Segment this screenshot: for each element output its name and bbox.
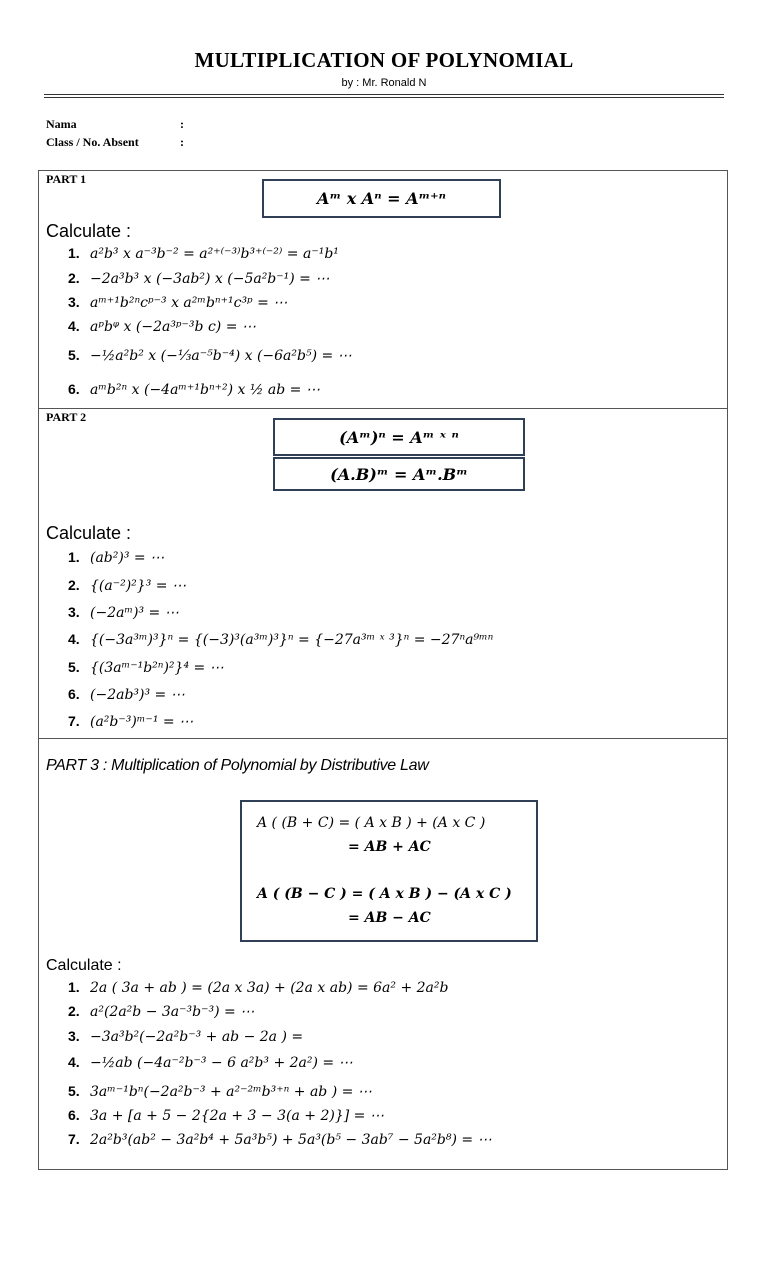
distributive-law-subtraction: A ( (B − C ) = ( A x B ) − (A x C ) xyxy=(257,886,512,902)
problem-number: 7. xyxy=(68,713,80,729)
exponent-product-rule: Aᵐ x Aⁿ = Aᵐ⁺ⁿ xyxy=(317,189,446,208)
problem-number: 1. xyxy=(68,549,80,565)
problem-expression: −2a³b³ x (−3ab²) x (−5a²b⁻¹) = ⋯ xyxy=(90,271,330,287)
problem-expression: 2a ( 3a + ab ) = (2a x 3a) + (2a x ab) = 6a² + 2a²b xyxy=(90,980,449,996)
part1-problem xyxy=(68,381,320,398)
problem-expression: (−2aᵐ)³ = ⋯ xyxy=(90,605,179,621)
problem-number: 4. xyxy=(68,631,80,647)
problem-number: 2. xyxy=(68,1003,80,1019)
distributive-law-subtraction-result: = AB − AC xyxy=(348,910,431,926)
name-colon: : xyxy=(180,117,184,131)
problem-number: 5. xyxy=(68,659,80,675)
class-colon: : xyxy=(180,135,184,149)
problem-expression: (−2ab³)³ = ⋯ xyxy=(90,687,185,703)
part1-calculate-heading: Calculate : xyxy=(46,221,132,241)
problem-expression: −½a²b² x (−⅓a⁻⁵b⁻⁴) x (−6a²b⁵) = ⋯ xyxy=(90,348,352,364)
problem-number: 2. xyxy=(68,270,80,286)
problem-number: 3. xyxy=(68,604,80,620)
part2-problem xyxy=(68,577,186,594)
power-of-power-rule: (Aᵐ)ⁿ = Aᵐ ˣ ⁿ xyxy=(339,427,459,447)
problem-expression: aᵖbᵠ x (−2a³ᵖ⁻³b c) = ⋯ xyxy=(90,319,256,335)
part2-calculate-heading: Calculate : xyxy=(46,523,132,543)
problem-number: 3. xyxy=(68,294,80,310)
distributive-law-addition-result: = AB + AC xyxy=(348,839,431,855)
name-label: Nama xyxy=(46,117,77,131)
problem-number: 6. xyxy=(68,686,80,702)
part1-problem xyxy=(68,245,339,262)
problem-number: 1. xyxy=(68,979,80,995)
problem-number: 3. xyxy=(68,1028,80,1044)
problem-number: 5. xyxy=(68,1083,80,1099)
author-byline: by : Mr. Ronald N xyxy=(341,77,427,89)
part2-problem xyxy=(68,659,224,676)
problem-number: 6. xyxy=(68,381,80,397)
problem-expression: 3aᵐ⁻¹bⁿ(−2a²b⁻³ + a²⁻²ᵐb³⁺ⁿ + ab ) = ⋯ xyxy=(90,1084,372,1100)
distributive-law-addition: A ( (B + C) = ( A x B ) + (A x C ) xyxy=(257,815,486,831)
problem-number: 4. xyxy=(68,1054,80,1070)
problem-number: 7. xyxy=(68,1131,80,1147)
part3-problem xyxy=(68,1028,303,1045)
part1-problem xyxy=(68,318,256,335)
power-of-product-rule-box xyxy=(273,457,525,491)
part2-problem xyxy=(68,631,493,648)
problem-expression: (ab²)³ = ⋯ xyxy=(90,550,165,566)
problem-expression: a²b³ x a⁻³b⁻² = a²⁺⁽⁻³⁾b³⁺⁽⁻²⁾ = a⁻¹b¹ xyxy=(90,246,339,262)
part2-problem xyxy=(68,549,164,566)
part-divider xyxy=(38,738,728,739)
part-divider xyxy=(38,408,728,409)
problem-number: 1. xyxy=(68,245,80,261)
part3-problem xyxy=(68,1083,372,1100)
part1-problem xyxy=(68,270,329,287)
power-of-power-rule-box xyxy=(273,418,525,456)
problem-number: 6. xyxy=(68,1107,80,1123)
problem-expression: {(−3a³ᵐ)³}ⁿ = {(−3)³(a³ᵐ)³}ⁿ = {−27a³ᵐ ˣ ³}ⁿ = −27ⁿa⁹ᵐⁿ xyxy=(90,632,494,648)
part3-problem xyxy=(68,1003,254,1020)
part3-problem xyxy=(68,1107,384,1124)
part3-problem xyxy=(68,1054,353,1071)
part2-problem xyxy=(68,604,179,621)
problem-number: 4. xyxy=(68,318,80,334)
exponent-product-rule-box xyxy=(262,179,501,218)
part2-problem xyxy=(68,686,185,703)
part3-calculate-heading: Calculate : xyxy=(46,957,122,974)
problem-number: 5. xyxy=(68,347,80,363)
problem-expression: aᵐ⁺¹b²ⁿcᵖ⁻³ x a²ᵐbⁿ⁺¹c³ᵖ = ⋯ xyxy=(90,295,288,311)
page-title: MULTIPLICATION OF POLYNOMIAL xyxy=(194,48,574,72)
part2-problem xyxy=(68,713,193,730)
header-rule xyxy=(44,94,724,95)
part1-label: PART 1 xyxy=(46,172,87,186)
part1-problem xyxy=(68,347,352,364)
problem-expression: −½ab (−4a⁻²b⁻³ − 6 a²b³ + 2a²) = ⋯ xyxy=(90,1055,353,1071)
part3-problem xyxy=(68,1131,492,1148)
power-of-product-rule: (A.B)ᵐ = Aᵐ.Bᵐ xyxy=(330,464,468,484)
problem-expression: 3a + [a + 5 − 2{2a + 3 − 3(a + 2)}] = ⋯ xyxy=(90,1108,384,1124)
part3-title: PART 3 : Multiplication of Polynomial by Distributive Law xyxy=(46,757,429,774)
part3-problem xyxy=(68,979,448,996)
problem-expression: −3a³b²(−2a²b⁻³ + ab − 2a ) = xyxy=(90,1029,304,1045)
part2-label: PART 2 xyxy=(46,410,87,424)
problem-number: 2. xyxy=(68,577,80,593)
problem-expression: {(3aᵐ⁻¹b²ⁿ)²}⁴ = ⋯ xyxy=(90,660,224,676)
part1-problem xyxy=(68,294,287,311)
problem-expression: {(a⁻²)²}³ = ⋯ xyxy=(90,578,186,594)
problem-expression: aᵐb²ⁿ x (−4aᵐ⁺¹bⁿ⁺²) x ½ ab = ⋯ xyxy=(90,382,320,398)
problem-expression: (a²b⁻³)ᵐ⁻¹ = ⋯ xyxy=(90,714,194,730)
class-label: Class / No. Absent xyxy=(46,135,139,149)
problem-expression: 2a²b³(ab² − 3a²b⁴ + 5a³b⁵) + 5a³(b⁵ − 3ab⁷ − 5a²b⁸) = ⋯ xyxy=(90,1132,492,1148)
problem-expression: a²(2a²b − 3a⁻³b⁻³) = ⋯ xyxy=(90,1004,255,1020)
header-rule-double xyxy=(44,97,724,98)
